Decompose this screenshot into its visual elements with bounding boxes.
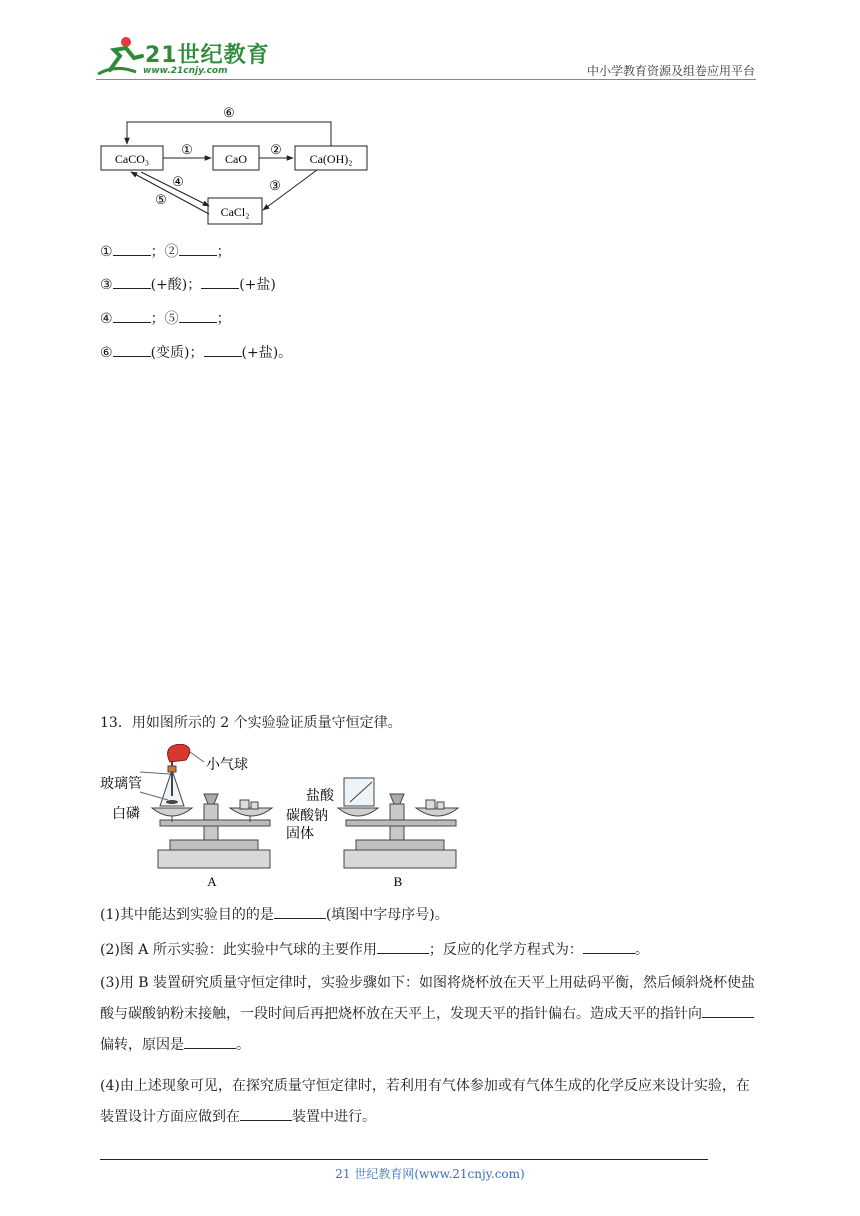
caption-a: A: [207, 874, 217, 889]
text: (4)由上述现象可见，在探究质量守恒定律时，若利用有气体参加或有气体生成的化学反应来设计实验，在装置设计方面应做到在: [100, 1078, 750, 1125]
header-platform-name: 中小学教育资源及组卷应用平台: [586, 64, 755, 78]
blank-5[interactable]: [179, 308, 217, 323]
balance-b: [338, 778, 458, 868]
arrow-label-2: ②: [270, 142, 282, 157]
blank-1[interactable]: [113, 241, 151, 256]
text: 装置中进行。: [292, 1109, 376, 1125]
text: 。: [634, 942, 649, 958]
question-13-stem: 13．用如图所示的 2 个实验验证质量守恒定律。: [100, 715, 402, 731]
cao-label: CaO: [225, 152, 247, 166]
separator: ；: [216, 311, 231, 327]
text: ；反应的化学方程式为：: [428, 942, 583, 958]
arrow-label-3: ③: [269, 178, 281, 193]
answer-blank-2b[interactable]: [583, 939, 635, 954]
note-salt: (+盐)。: [241, 345, 293, 361]
arrow-label-6: ⑥: [223, 105, 235, 120]
runner-logo-icon: [98, 37, 142, 74]
logo-url: www.21cnjy.com: [143, 66, 228, 76]
blank-6-salt[interactable]: [204, 342, 242, 357]
logo-text: 21世纪教育: [145, 43, 270, 68]
text: (3)用 B 装置研究质量守恒定律时，实验步骤如下：如图将烧杯放在天平上用砝码平衡，然后倾斜烧杯使盐酸与碳酸钠粉末接触，一段时间后再把烧杯放在天平上，发现天平的指针偏右。造成天平的指针向: [100, 975, 756, 1022]
blank-3-salt[interactable]: [201, 274, 239, 289]
question-13-part-4: [100, 1071, 760, 1133]
question-13-part-2: [100, 935, 760, 966]
caco3-label: CaCO₃: [114, 152, 150, 166]
answer-blank-3b[interactable]: [184, 1034, 236, 1049]
label-small-balloon: 小气球: [206, 758, 248, 773]
text: 。: [236, 1037, 250, 1053]
blank-4[interactable]: [113, 308, 151, 323]
label-1: ①: [100, 244, 113, 260]
label-6: ⑥: [100, 345, 113, 361]
separator: ；: [150, 244, 165, 260]
label-solid: 固体: [286, 827, 314, 842]
label-2: ②: [164, 244, 179, 260]
arrow-label-1: ①: [181, 142, 193, 157]
answer-blank-3a[interactable]: [702, 1003, 754, 1018]
label-5: ⑤: [164, 311, 179, 327]
caption-b: B: [393, 874, 403, 889]
blank-6-spoil[interactable]: [113, 342, 151, 357]
text: (填图中字母序号)。: [325, 907, 449, 923]
label-white-phosphorus: 白磷: [112, 807, 140, 822]
calcium-reaction-diagram: [95, 100, 385, 232]
label-4: ④: [100, 311, 113, 327]
arrow-5: [131, 172, 209, 214]
answer-blank-4[interactable]: [240, 1106, 292, 1121]
answer-line-1: [100, 241, 231, 262]
arrow-6: [127, 122, 331, 146]
question-13-part-3: [100, 968, 760, 1061]
question-13-part-1: [100, 900, 760, 931]
header-divider: [96, 79, 756, 80]
text: 偏转，原因是: [100, 1037, 184, 1053]
label-sodium-carbonate: 碳酸钠: [286, 809, 328, 824]
caoh2-label: Ca(OH)₂: [309, 152, 353, 166]
answer-line-2: [100, 274, 276, 295]
text: (2)图 A 所示实验：此实验中气球的主要作用: [100, 942, 377, 958]
cacl2-label: CaCl₂: [220, 205, 250, 219]
answer-line-4: [100, 342, 292, 363]
answer-blank-2a[interactable]: [377, 939, 429, 954]
separator: ；: [150, 311, 165, 327]
note-salt: (+盐): [239, 277, 276, 293]
experiment-figure: [100, 744, 472, 890]
answer-line-3: [100, 308, 231, 329]
separator: ；: [216, 244, 231, 260]
label-hydrochloric-acid: 盐酸: [306, 789, 334, 804]
footer-divider: [100, 1159, 708, 1160]
text: (1)其中能达到实验目的的是: [100, 907, 274, 923]
arrow-label-5: ⑤: [155, 192, 167, 207]
blank-2[interactable]: [179, 241, 217, 256]
footer-text: 21 世纪教育网(www.21cnjy.com): [335, 1167, 525, 1181]
note-spoil: (变质)；: [150, 345, 204, 361]
arrow-label-4: ④: [172, 174, 184, 189]
answer-blank-1[interactable]: [274, 904, 326, 919]
label-glass-tube: 玻璃管: [100, 777, 142, 792]
blank-3-acid[interactable]: [113, 274, 151, 289]
label-3: ③: [100, 277, 113, 293]
note-acid: (+酸)；: [150, 277, 202, 293]
